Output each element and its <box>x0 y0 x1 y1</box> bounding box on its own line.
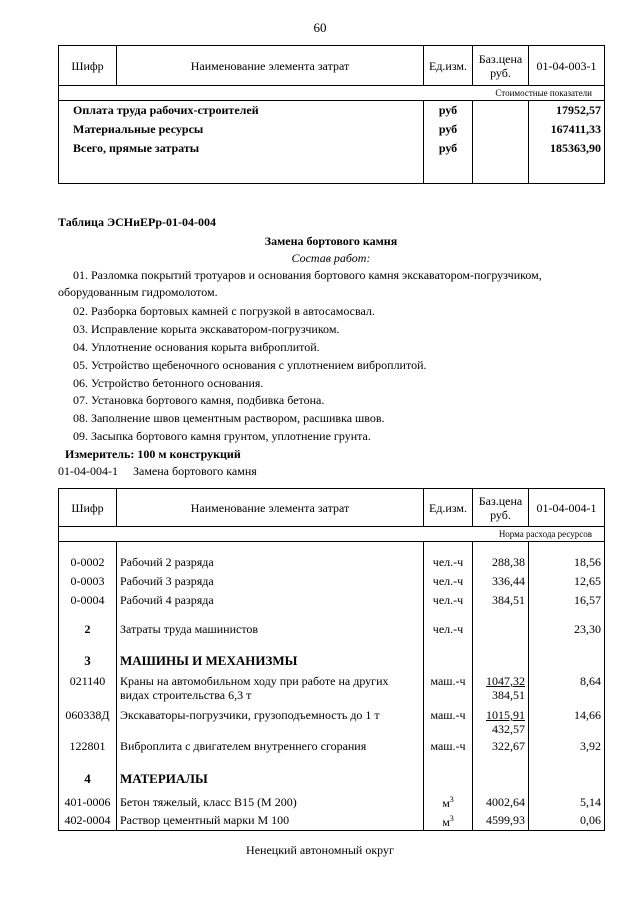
table2-subheader: Норма расхода ресурсов <box>59 527 605 542</box>
list-item: 02. Разборка бортовых камней с погрузкой в автосамосвал. <box>73 304 375 318</box>
list-item: оборудованным гидромолотом. <box>58 285 218 299</box>
item-code: 01-04-004-1 <box>58 464 118 478</box>
list-item: 08. Заполнение швов цементным раствором, расшивка швов. <box>73 411 385 425</box>
measure-unit: Измеритель: 100 м конструкций <box>65 447 241 461</box>
cost-table-01-04-003-1 <box>58 45 605 184</box>
list-item: 01. Разломка покрытий тротуаров и основания бортового камня экскаватором-погрузчиком, <box>73 268 542 282</box>
resources-table-01-04-004-1 <box>58 488 605 831</box>
item-name: Замена бортового камня <box>133 464 257 478</box>
table-row: 402-0004 Раствор цементный марки М 100 $м^3$ 4599,93 0,06 <box>59 811 605 830</box>
section-row: 4 МАТЕРИАЛЫ <box>59 766 605 792</box>
header-code: Шифр <box>59 489 117 527</box>
table-row: 122801 Виброплита с двигателем внутреннего сгорания маш.-ч 322,67 3,92 <box>59 736 605 756</box>
section-title: Замена бортового камня <box>264 234 398 248</box>
table-row: 2 Затраты труда машинистов чел.-ч 23,30 <box>59 619 605 638</box>
section-subtitle: Состав работ: <box>291 251 371 265</box>
list-item: 09. Засыпка бортового камня грунтом, уплотнение грунта. <box>73 429 371 443</box>
list-item: 07. Установка бортового камня, подбивка бетона. <box>73 393 325 407</box>
table-row: 0-0004 Рабочий 4 разряда чел.-ч 384,51 16,57 <box>59 590 605 609</box>
list-item: 06. Устройство бетонного основания. <box>73 376 264 390</box>
table-row: 401-0006 Бетон тяжелый, класс B15 (М 200) $м^3$ 4002,64 5,14 <box>59 792 605 811</box>
table-row: 0-0002 Рабочий 2 разряда чел.-ч 288,38 18,56 <box>59 552 605 571</box>
page-number: 60 <box>313 20 327 35</box>
table1-subheader: Стоимостные показатели <box>59 86 605 101</box>
list-item: 05. Устройство щебеночного основания с уплотнением виброплитой. <box>73 358 427 372</box>
list-item: 04. Уплотнение основания корыта виброплитой. <box>73 340 320 354</box>
page-footer: Ненецкий автономный округ <box>246 843 394 857</box>
table-row: Оплата труда рабочих-строителей руб 17952,57 <box>59 101 605 120</box>
table-row: 060338Д Экскаваторы-погрузчики, грузоподъемность до 1 т маш.-ч 1015,91 432,57 14,66 <box>59 708 605 736</box>
list-item: 03. Исправление корыта экскаватором-погрузчиком. <box>73 322 340 336</box>
table-row: 021140 Краны на автомобильном ходу при работе на других видах строительства 6,3 т маш.-ч 1047,32 384,51 8,64 <box>59 674 605 702</box>
table-row: 0-0003 Рабочий 3 разряда чел.-ч 336,44 12,65 <box>59 571 605 590</box>
header-ref: 01-04-003-1 <box>529 46 605 86</box>
table-label: Таблица ЭСНиЕРр-01-04-004 <box>58 215 217 229</box>
header-ref: 01-04-004-1 <box>529 489 605 527</box>
header-unit: Ед.изм. <box>424 46 473 86</box>
header-name: Наименование элемента затрат <box>117 489 424 527</box>
header-base-price: Баз.цена руб. <box>473 46 529 86</box>
section-row: 3 МАШИНЫ И МЕХАНИЗМЫ <box>59 648 605 674</box>
table-row: Всего, прямые затраты руб 185363,90 <box>59 139 605 158</box>
header-base-price: Баз.цена руб. <box>473 489 529 527</box>
header-unit: Ед.изм. <box>424 489 473 527</box>
header-code: Шифр <box>59 46 117 86</box>
header-name: Наименование элемента затрат <box>117 46 424 86</box>
table-row: Материальные ресурсы руб 167411,33 <box>59 120 605 139</box>
